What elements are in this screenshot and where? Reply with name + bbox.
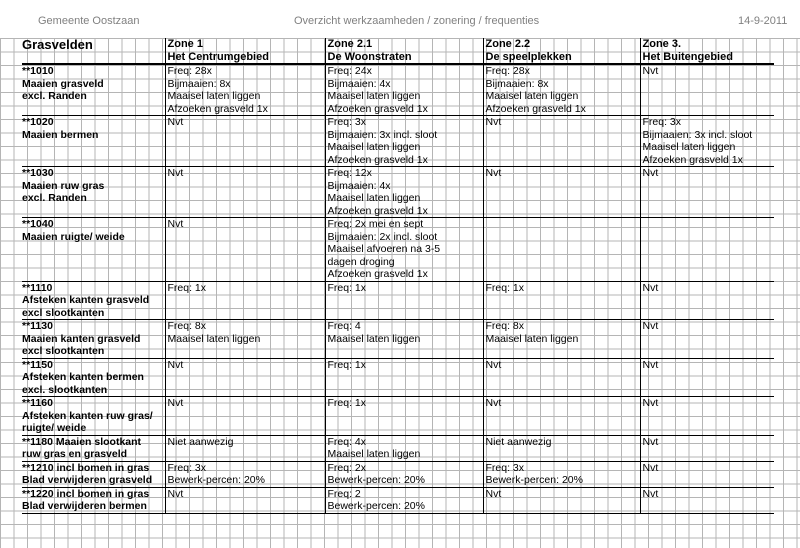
zone-cell: [325, 167, 483, 218]
task-description: Afsteken kanten bermen: [22, 371, 144, 383]
cell-line: Bijmaaien: 3x incl. sloot: [642, 128, 753, 141]
zone-name: Het Buitengebied: [642, 50, 733, 63]
cell-line: Maaisel laten liggen: [642, 141, 736, 153]
cell-line: Bijmaaien: 4x: [327, 179, 391, 192]
cell-line: Bewerk-percen: 20%: [485, 474, 583, 486]
cell-line: Nvt: [642, 320, 659, 332]
zone-header: [483, 38, 640, 64]
task-description: Maaien bermen: [22, 128, 99, 141]
cell-line: Nvt: [642, 461, 659, 474]
cell-line: Freq: 1x: [167, 281, 207, 294]
document-title: Overzicht werkzaamheden / zonering / frequenties: [294, 15, 540, 27]
task-cell: [22, 461, 165, 487]
zone-cell: [483, 218, 640, 282]
zone-cell: [165, 487, 325, 513]
task-cell: [22, 281, 165, 320]
zone-header: [165, 38, 325, 64]
zone-cell: [325, 435, 483, 461]
cell-line: Maaisel laten liggen: [327, 332, 421, 345]
cell-line: Nvt: [642, 435, 659, 448]
zone-name: De Woonstraten: [327, 50, 412, 63]
zone-cell: [640, 116, 774, 167]
zone-cell: [325, 320, 483, 359]
table-row: [22, 218, 774, 282]
cell-line: Freq: 3x: [485, 461, 525, 474]
zone-cell: [483, 461, 640, 487]
cell-line: Afzoeken grasveld 1x: [327, 204, 428, 217]
cell-line: Maaisel laten liggen: [485, 90, 579, 102]
zone-cell: [640, 281, 774, 320]
zone-number: Zone 2.1: [327, 38, 373, 50]
zone-cell: [325, 487, 483, 513]
zone-cell: [325, 64, 483, 116]
cell-line: Freq: 1x: [327, 397, 367, 409]
zone-cell: [325, 218, 483, 282]
cell-line: Nvt: [485, 397, 502, 409]
zone-cell: [165, 358, 325, 397]
table-row: [22, 320, 774, 359]
zone-header: [325, 38, 483, 64]
cell-line: Afzoeken grasveld 1x: [327, 102, 428, 115]
zone-cell: [325, 116, 483, 167]
page-header: [0, 0, 800, 38]
cell-line: Maaisel laten liggen: [327, 192, 421, 204]
task-cell: [22, 358, 165, 397]
cell-line: Freq: 4x: [327, 435, 367, 448]
cell-line: Nvt: [642, 397, 659, 409]
zone-cell: [483, 167, 640, 218]
zone-number: Zone 1: [167, 38, 203, 50]
task-description: excl. Randen: [22, 192, 87, 204]
table-row: [22, 358, 774, 397]
cell-line: Bewerk-percen: 20%: [167, 474, 265, 486]
document-date: 14-9-2011: [738, 15, 788, 27]
cell-line: Freq: 28x: [167, 65, 212, 77]
task-description: Maaien ruw gras: [22, 179, 105, 192]
cell-line: Maaisel afvoeren na 3-5: [327, 243, 441, 255]
zone-cell: [640, 397, 774, 436]
zone-cell: [640, 358, 774, 397]
cell-line: Freq: 1x: [327, 358, 367, 371]
cell-line: Nvt: [485, 116, 502, 128]
zone-cell: [483, 320, 640, 359]
cell-line: Niet aanwezig: [167, 435, 234, 448]
task-code: **1130: [22, 320, 53, 332]
zone-cell: [640, 435, 774, 461]
zone-cell: [483, 487, 640, 513]
cell-line: Maaisel laten liggen: [485, 332, 579, 345]
zone-header: [640, 38, 774, 64]
zone-cell: [165, 116, 325, 167]
cell-line: Maaisel laten liggen: [167, 90, 261, 102]
cell-line: Afzoeken grasveld 1x: [167, 102, 268, 115]
task-cell: [22, 167, 165, 218]
cell-line: dagen droging: [327, 255, 395, 268]
cell-line: Bewerk-percen: 20%: [327, 500, 425, 512]
zone-name: De speelplekken: [485, 50, 572, 63]
cell-line: Bijmaaien: 2x incl. sloot: [327, 230, 438, 243]
cell-line: Freq: 1x: [485, 281, 525, 294]
task-description: Maaien ruigte/ weide: [22, 230, 125, 243]
cell-line: Freq: 1x: [327, 281, 367, 294]
table-row: [22, 461, 774, 487]
zone-cell: [165, 281, 325, 320]
cell-line: Freq: 4: [327, 320, 361, 332]
task-cell: [22, 218, 165, 282]
cell-line: Maaisel laten liggen: [327, 141, 421, 153]
cell-line: Nvt: [642, 65, 659, 77]
table-row: [22, 397, 774, 436]
task-cell: [22, 116, 165, 167]
zone-cell: [165, 167, 325, 218]
cell-line: Nvt: [485, 487, 502, 500]
cell-line: Nvt: [167, 358, 184, 371]
cell-line: Maaisel laten liggen: [327, 448, 421, 460]
cell-line: Afzoeken grasveld 1x: [642, 153, 743, 166]
cell-line: Afzoeken grasveld 1x: [485, 102, 586, 115]
task-description: excl slootkanten: [22, 345, 105, 357]
zone-cell: [165, 64, 325, 116]
zone-number: Zone 2.2: [485, 38, 531, 50]
cell-line: Afzoeken grasveld 1x: [327, 268, 428, 280]
cell-line: Freq: 2: [327, 487, 361, 500]
cell-line: Bijmaaien: 8x: [167, 77, 231, 90]
task-code: **1210 incl bomen in gras: [22, 461, 150, 474]
table-row: [22, 487, 774, 513]
cell-line: Nvt: [485, 167, 502, 179]
cell-line: Nvt: [642, 487, 659, 500]
task-description: ruw gras en grasveld: [22, 448, 128, 460]
cell-line: Nvt: [167, 487, 184, 500]
table-row: [22, 167, 774, 218]
zone-cell: [483, 116, 640, 167]
task-description: excl. Randen: [22, 90, 87, 102]
zone-cell: [165, 320, 325, 359]
cell-line: Nvt: [167, 218, 184, 230]
task-cell: [22, 64, 165, 116]
task-cell: [22, 397, 165, 436]
table-title: Grasvelden: [22, 38, 93, 52]
zone-cell: [483, 358, 640, 397]
task-description: Blad verwijderen grasveld: [22, 474, 153, 486]
zone-cell: [483, 281, 640, 320]
zone-cell: [165, 435, 325, 461]
table-row: [22, 281, 774, 320]
cell-line: Freq: 3x: [327, 116, 367, 128]
task-code: **1030: [22, 167, 54, 179]
task-description: Afsteken kanten ruw gras/: [22, 409, 153, 422]
task-code: **1010: [22, 65, 54, 77]
task-cell: [22, 487, 165, 513]
schedule-table: [22, 38, 774, 514]
cell-line: Nvt: [642, 167, 659, 179]
task-description: ruigte/ weide: [22, 422, 87, 434]
zone-cell: [165, 461, 325, 487]
cell-line: Freq: 2x: [327, 461, 367, 474]
zone-number: Zone 3.: [642, 38, 682, 50]
zone-name: Het Centrumgebied: [167, 50, 269, 63]
task-description: Maaien grasveld: [22, 77, 104, 90]
task-code: **1110: [22, 281, 53, 294]
cell-line: Freq: 2x mei en sept: [327, 218, 424, 230]
cell-line: Freq: 8x: [167, 320, 207, 332]
task-description: Blad verwijderen bermen: [22, 500, 147, 512]
cell-line: Nvt: [485, 358, 502, 371]
task-cell: [22, 320, 165, 359]
cell-line: Nvt: [642, 281, 659, 294]
task-code: **1220 incl bomen in gras: [22, 487, 150, 500]
zone-cell: [325, 358, 483, 397]
zone-cell: [640, 64, 774, 116]
cell-line: Freq: 3x: [642, 116, 682, 128]
zone-cell: [165, 397, 325, 436]
cell-line: Maaisel laten liggen: [167, 332, 261, 345]
task-code: **1040: [22, 218, 54, 230]
zone-cell: [325, 461, 483, 487]
table-header-row: [22, 38, 774, 64]
table-row: [22, 64, 774, 116]
cell-line: Afzoeken grasveld 1x: [327, 153, 428, 166]
zone-cell: [640, 320, 774, 359]
task-code: **1180 Maaien slootkant: [22, 435, 142, 448]
cell-line: Niet aanwezig: [485, 435, 552, 448]
cell-line: Freq: 3x: [167, 461, 207, 474]
cell-line: Nvt: [167, 167, 184, 179]
zone-cell: [640, 218, 774, 282]
task-code: **1150: [22, 358, 53, 371]
municipality-name: Gemeente Oostzaan: [38, 15, 140, 27]
zone-cell: [483, 64, 640, 116]
cell-line: Freq: 8x: [485, 320, 525, 332]
table-row: [22, 116, 774, 167]
zone-cell: [483, 435, 640, 461]
zone-cell: [640, 487, 774, 513]
cell-line: Maaisel laten liggen: [327, 90, 421, 102]
task-description: excl. slootkanten: [22, 383, 108, 396]
zone-cell: [640, 167, 774, 218]
cell-line: Bijmaaien: 4x: [327, 77, 391, 90]
cell-line: Freq: 12x: [327, 167, 372, 179]
cell-line: Bewerk-percen: 20%: [327, 474, 425, 486]
task-code: **1160: [22, 397, 53, 409]
cell-line: Freq: 24x: [327, 65, 372, 77]
cell-line: Nvt: [642, 358, 659, 371]
cell-line: Nvt: [167, 116, 184, 128]
task-description: excl slootkanten: [22, 306, 105, 319]
cell-line: Bijmaaien: 8x: [485, 77, 549, 90]
cell-line: Bijmaaien: 3x incl. sloot: [327, 128, 438, 141]
zone-cell: [165, 218, 325, 282]
task-description: Maaien kanten grasveld: [22, 332, 141, 345]
cell-line: Freq: 28x: [485, 65, 530, 77]
zone-cell: [640, 461, 774, 487]
task-code: **1020: [22, 116, 54, 128]
table-body: [22, 64, 774, 513]
task-cell: [22, 435, 165, 461]
table-row: [22, 435, 774, 461]
task-description: Afsteken kanten grasveld: [22, 294, 150, 306]
zone-cell: [325, 397, 483, 436]
zone-cell: [325, 281, 483, 320]
cell-line: Nvt: [167, 397, 184, 409]
zone-cell: [483, 397, 640, 436]
